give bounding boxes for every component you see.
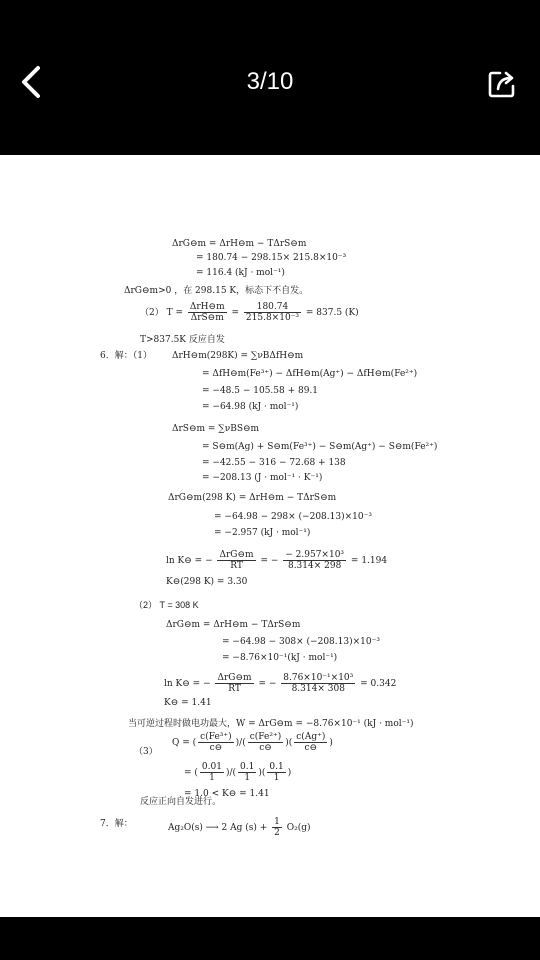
denominator: RT xyxy=(228,684,241,694)
numerator: ΔrH⊖m xyxy=(189,302,225,312)
denominator: 1 xyxy=(244,773,251,783)
numerator: 1 xyxy=(274,817,280,827)
eq-part: = 1.194 xyxy=(350,556,388,566)
section-label: 6．解：（1） xyxy=(100,351,152,361)
denominator: c⊖ xyxy=(209,743,223,753)
equation-line: = ΔfH⊖m(Fe³⁺) − ΔfH⊖m(Ag⁺) − ΔfH⊖m(Fe²⁺) xyxy=(202,369,418,379)
equation-line: = −64.98 − 298× (−208.13)×10⁻³ xyxy=(214,512,372,522)
denominator: 2 xyxy=(274,828,280,838)
numerator: ΔrG⊖m xyxy=(219,550,254,560)
equation-line: = 116.4 (kJ · mol⁻¹) xyxy=(196,268,285,278)
fraction xyxy=(281,673,355,694)
text-line: ΔrG⊖m>0 ，在 298.15 K，标态下不自发。 xyxy=(124,286,309,296)
fraction xyxy=(198,732,234,753)
eq-part: = xyxy=(184,768,192,778)
equation-line: = −8.76×10⁻¹(kJ · mol⁻¹) xyxy=(222,653,338,663)
fraction xyxy=(283,550,346,571)
eq-part: = 0.342 xyxy=(360,679,397,689)
numerator: − 2.957×10³ xyxy=(285,550,345,560)
equation-line xyxy=(168,817,311,838)
denominator: RT xyxy=(230,561,243,571)
fraction xyxy=(188,302,227,323)
eq-part: = xyxy=(231,308,240,318)
equation-line: = 180.74 − 298.15× 215.8×10⁻³ xyxy=(196,253,347,263)
equation-line: = −64.98 (kJ · mol⁻¹) xyxy=(202,402,299,412)
numerator: 0.1 xyxy=(269,762,284,772)
eq-part: = 837.5 (K) xyxy=(305,308,359,318)
section-label: （3） xyxy=(134,747,158,757)
share-export-icon[interactable] xyxy=(486,68,518,100)
equation-line: ΔrS⊖m = ∑νBS⊖m xyxy=(172,424,260,434)
equation-line xyxy=(164,673,396,694)
denominator: c⊖ xyxy=(304,743,318,753)
equation-line: = −64.98 − 308× (−208.13)×10⁻³ xyxy=(222,637,380,647)
eq-part: = − xyxy=(258,679,277,689)
equation-line: K⊖(298 K) = 3.30 xyxy=(166,577,248,587)
equation-line xyxy=(140,302,359,323)
denominator: c⊖ xyxy=(259,743,272,753)
eq-part: O₂(g) xyxy=(286,823,311,833)
fraction xyxy=(294,732,327,753)
fraction xyxy=(267,762,285,783)
equation-line: = −48.5 − 105.58 + 89.1 xyxy=(202,386,319,396)
fraction xyxy=(248,732,284,753)
equation-line: K⊖ = 1.41 xyxy=(164,698,212,708)
eq-part: Ag₂O(s) ⟶ 2 Ag (s) + xyxy=(168,823,268,833)
bottom-bar xyxy=(0,917,540,960)
denominator: 215.8×10⁻³ xyxy=(245,313,300,323)
denominator: 8.314× 298 xyxy=(287,561,342,571)
denominator: 1 xyxy=(273,773,280,783)
equation-line: ΔrG⊖m = ΔrH⊖m − TΔrS⊖m xyxy=(166,620,301,630)
denominator: 8.314× 308 xyxy=(291,684,345,694)
equation-line: = −208.13 (J · mol⁻¹ · K⁻¹) xyxy=(202,473,323,483)
equation-line: ΔrG⊖m(298 K) = ΔrH⊖m − TΔrS⊖m xyxy=(168,493,337,503)
numerator: 0.1 xyxy=(240,762,255,772)
numerator: c(Fe³⁺) xyxy=(200,732,232,742)
document-page xyxy=(0,155,540,917)
numerator: c(Ag⁺) xyxy=(296,732,326,742)
text-line: 反应正向自发进行。 xyxy=(140,797,222,807)
denominator: 1 xyxy=(209,773,215,783)
eq-part: ln K⊖ = − xyxy=(166,556,213,566)
fraction xyxy=(200,762,224,783)
page-indicator: 3/10 xyxy=(246,68,294,95)
numerator: c(Fe²⁺) xyxy=(249,732,282,742)
numerator: 8.76×10⁻¹×10³ xyxy=(283,673,354,683)
numerator: 180.74 xyxy=(244,302,301,313)
denominator: ΔrS⊖m xyxy=(190,313,224,323)
text-line: T>837.5K 反应自发 xyxy=(140,335,225,345)
equation-line: = 1.0 < K⊖ = 1.41 xyxy=(184,789,270,799)
eq-part: ln K⊖ = − xyxy=(164,679,211,689)
top-bar xyxy=(0,0,540,155)
equation-line: = ( $\frac{0.01}{1}$ )/( $\frac{0.1}{1}$ )( $\frac{0.1}{1}$ ) xyxy=(184,762,292,783)
eq-part: / xyxy=(229,768,233,778)
fraction xyxy=(215,673,253,694)
eq-part: = − xyxy=(260,556,279,566)
eq-part: Q = xyxy=(172,738,190,748)
section-label: （2） T = 308 K xyxy=(134,600,199,610)
fraction xyxy=(217,550,255,571)
equation-line: = −2.957 (kJ · mol⁻¹) xyxy=(214,528,311,538)
eq-part: / xyxy=(239,738,243,748)
section-label: 7．解： xyxy=(100,819,133,829)
text-line: 当可逆过程时做电功最大，W = ΔrG⊖m = −8.76×10⁻¹ (kJ · mol⁻¹) xyxy=(128,719,414,729)
equation-line: = −42.55 − 316 − 72.68 + 138 xyxy=(202,458,346,468)
numerator: ΔrG⊖m xyxy=(217,673,252,683)
eq-part: （2） T = xyxy=(140,308,183,318)
equation-line: = S⊖m(Ag) + S⊖m(Fe³⁺) − S⊖m(Ag⁺) − S⊖m(Fe²⁺) xyxy=(202,442,438,452)
equation-line xyxy=(166,550,387,571)
fraction xyxy=(244,302,301,323)
numerator: 0.01 xyxy=(201,762,222,772)
equation-line: ΔrH⊖m(298K) = ∑νBΔfH⊖m xyxy=(172,351,304,361)
fraction xyxy=(272,817,282,838)
equation-line: ΔrG⊖m = ΔrH⊖m − TΔrS⊖m xyxy=(172,239,307,249)
fraction xyxy=(238,762,256,783)
equation-line: Q = ( $\frac{\text{c(Fe³⁺)}}{c⊖}$ )/( $\frac{\text{c(Fe²⁺)}}{c⊖}$ )( $\frac{c(Ag^+)}{c⊖}$ ) xyxy=(172,732,333,753)
